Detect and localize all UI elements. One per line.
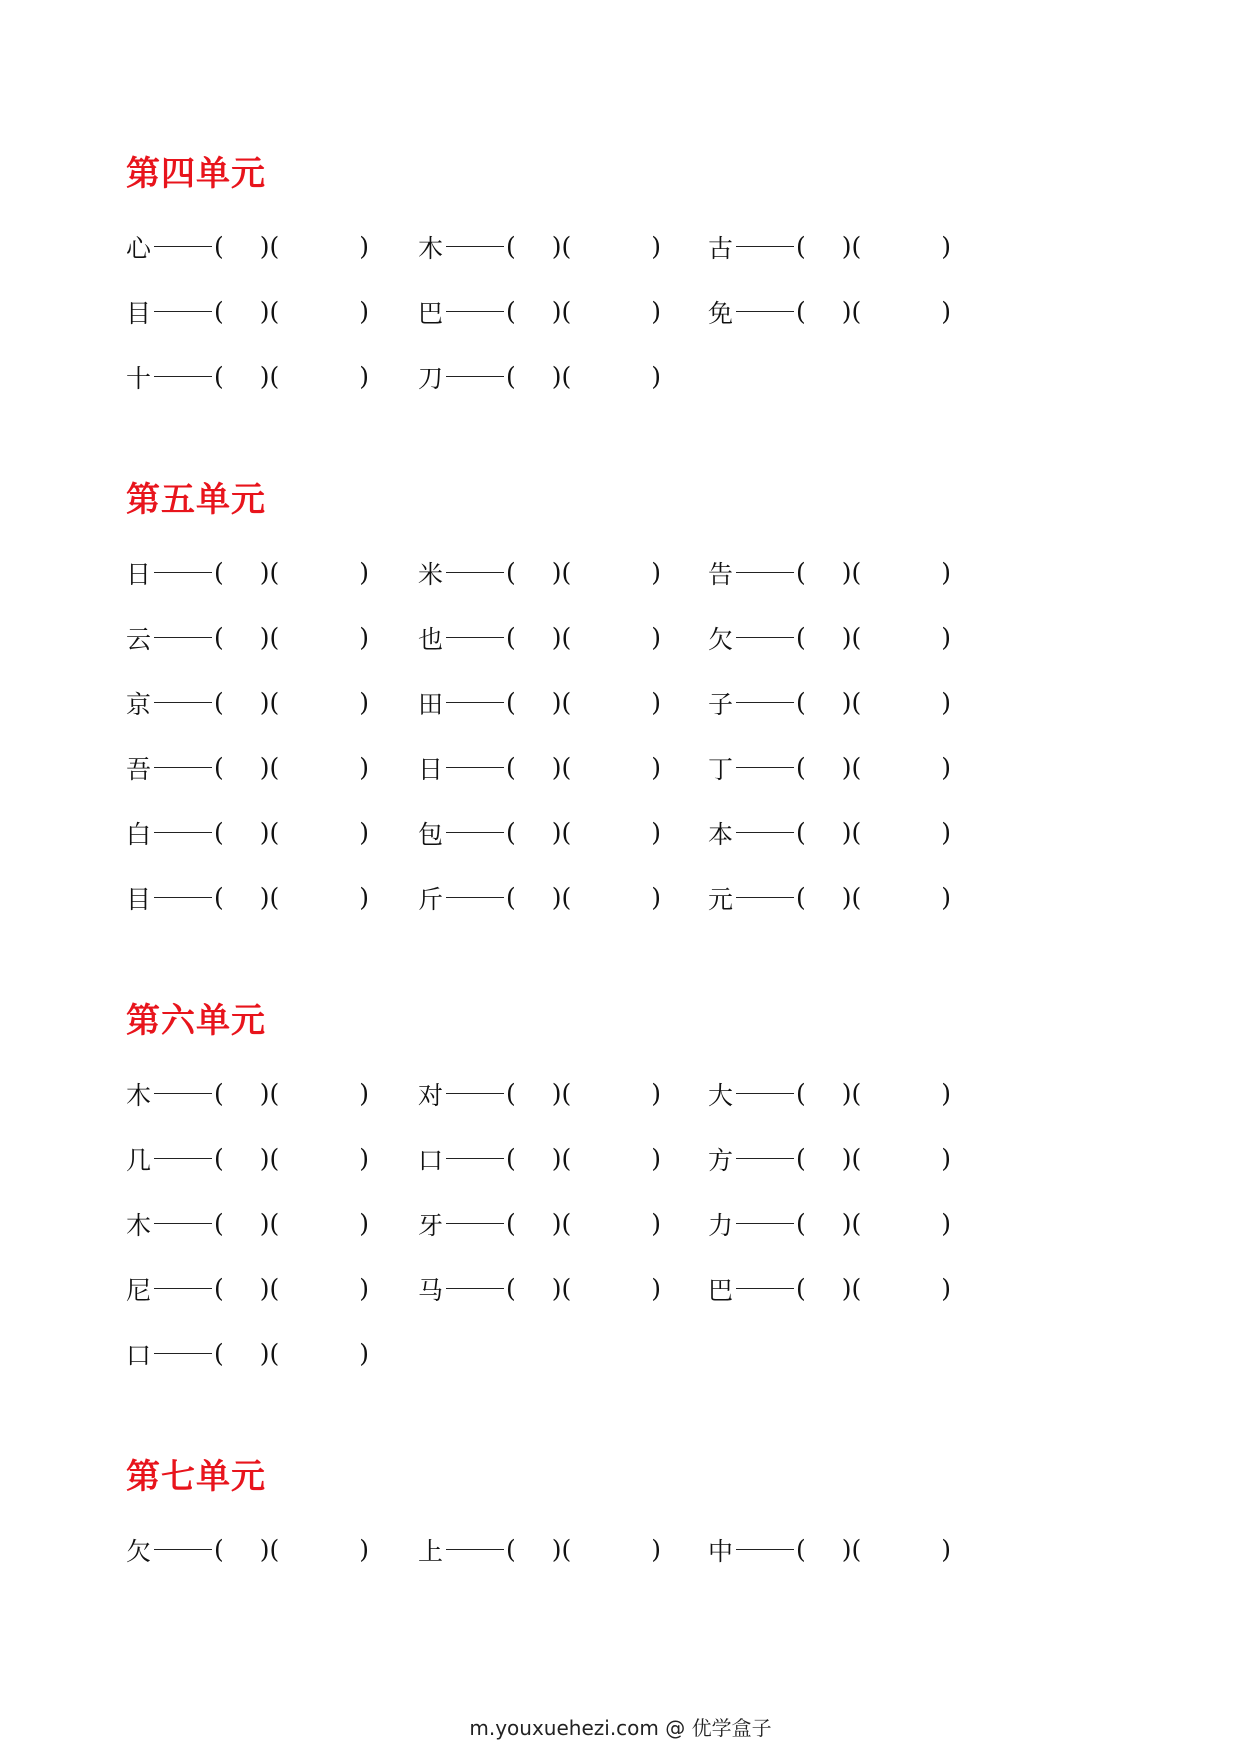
- exercise-item: [126, 800, 369, 865]
- footer-watermark: m.youxuehezi.com @ 优学盒子: [469, 1716, 772, 1740]
- blank-bracket-1[interactable]: ( ): [214, 1079, 270, 1108]
- blank-bracket-1[interactable]: ( ): [214, 883, 270, 912]
- dash-line: [154, 832, 212, 833]
- blank-bracket-2[interactable]: ( ): [269, 818, 370, 847]
- exercise-item: [418, 1191, 661, 1256]
- exercise-row: [126, 865, 1126, 930]
- radical-char: 目: [126, 884, 152, 914]
- exercise-item: [708, 800, 951, 865]
- blank-bracket-1[interactable]: ( ): [796, 1535, 852, 1564]
- exercise-item: [418, 800, 661, 865]
- blank-bracket-1[interactable]: ( ): [506, 362, 562, 391]
- exercise-row: [126, 670, 1126, 735]
- blank-bracket-2[interactable]: ( ): [269, 1209, 370, 1238]
- exercise-item: [418, 670, 661, 735]
- dash-line: [446, 702, 504, 703]
- exercise-row: [126, 540, 1126, 605]
- radical-char: 吾: [126, 754, 152, 784]
- radical-char: 日: [418, 754, 444, 784]
- dash-line: [154, 637, 212, 638]
- radical-char: 告: [708, 559, 734, 589]
- exercise-item: [708, 540, 951, 605]
- blank-bracket-2[interactable]: ( ): [561, 232, 662, 261]
- exercise-row: [126, 735, 1126, 800]
- radical-char: 大: [708, 1080, 734, 1110]
- exercise-item: [126, 1061, 369, 1126]
- dash-line: [446, 311, 504, 312]
- radical-char: 木: [418, 233, 444, 263]
- radical-char: 米: [418, 559, 444, 589]
- exercise-row: [126, 1191, 1126, 1256]
- radical-char: 口: [126, 1340, 152, 1370]
- blank-bracket-1[interactable]: ( ): [506, 1079, 562, 1108]
- blank-bracket-2[interactable]: ( ): [269, 1144, 370, 1173]
- dash-line: [446, 897, 504, 898]
- exercise-item: [418, 1256, 661, 1321]
- blank-bracket-2[interactable]: ( ): [269, 883, 370, 912]
- blank-bracket-1[interactable]: ( ): [506, 297, 562, 326]
- radical-char: 目: [126, 298, 152, 328]
- blank-bracket-2[interactable]: ( ): [561, 753, 662, 782]
- radical-char: 心: [126, 233, 152, 263]
- radical-char: 白: [126, 819, 152, 849]
- radical-char: 日: [126, 559, 152, 589]
- blank-bracket-1[interactable]: ( ): [506, 1209, 562, 1238]
- blank-bracket-1[interactable]: ( ): [214, 558, 270, 587]
- blank-bracket-2[interactable]: ( ): [851, 1079, 952, 1108]
- dash-line: [154, 1353, 212, 1354]
- dash-line: [446, 1093, 504, 1094]
- blank-bracket-2[interactable]: ( ): [269, 558, 370, 587]
- exercise-item: [708, 1517, 951, 1582]
- dash-line: [154, 1223, 212, 1224]
- radical-char: 巴: [708, 1275, 734, 1305]
- blank-bracket-1[interactable]: ( ): [796, 232, 852, 261]
- dash-line: [446, 767, 504, 768]
- blank-bracket-1[interactable]: ( ): [214, 818, 270, 847]
- blank-bracket-1[interactable]: ( ): [796, 1209, 852, 1238]
- blank-bracket-1[interactable]: ( ): [506, 1274, 562, 1303]
- blank-bracket-2[interactable]: ( ): [561, 1209, 662, 1238]
- dash-line: [446, 832, 504, 833]
- exercise-item: [708, 605, 951, 670]
- exercise-item: [418, 279, 661, 344]
- blank-bracket-1[interactable]: ( ): [214, 1144, 270, 1173]
- exercise-item: [126, 214, 369, 279]
- blank-bracket-2[interactable]: ( ): [269, 688, 370, 717]
- radical-char: 本: [708, 819, 734, 849]
- exercise-item: [708, 1256, 951, 1321]
- dash-line: [446, 1549, 504, 1550]
- radical-char: 丁: [708, 754, 734, 784]
- radical-char: 子: [708, 689, 734, 719]
- radical-char: 中: [708, 1536, 734, 1566]
- blank-bracket-1[interactable]: ( ): [796, 883, 852, 912]
- blank-bracket-2[interactable]: ( ): [561, 688, 662, 717]
- blank-bracket-2[interactable]: ( ): [269, 623, 370, 652]
- exercise-row: [126, 1517, 1126, 1582]
- unit-title: 第六单元: [126, 1001, 266, 1041]
- blank-bracket-2[interactable]: ( ): [269, 232, 370, 261]
- blank-bracket-2[interactable]: ( ): [269, 362, 370, 391]
- blank-bracket-1[interactable]: ( ): [796, 1274, 852, 1303]
- dash-line: [446, 572, 504, 573]
- dash-line: [154, 1549, 212, 1550]
- dash-line: [154, 702, 212, 703]
- blank-bracket-2[interactable]: ( ): [269, 1339, 370, 1368]
- exercise-item: [418, 865, 661, 930]
- dash-line: [154, 1288, 212, 1289]
- blank-bracket-2[interactable]: ( ): [269, 753, 370, 782]
- exercise-item: [418, 1126, 661, 1191]
- blank-bracket-1[interactable]: ( ): [214, 688, 270, 717]
- radical-char: 十: [126, 363, 152, 393]
- dash-line: [736, 1223, 794, 1224]
- blank-bracket-2[interactable]: ( ): [269, 1274, 370, 1303]
- blank-bracket-1[interactable]: ( ): [796, 558, 852, 587]
- blank-bracket-1[interactable]: ( ): [506, 883, 562, 912]
- exercise-item: [126, 865, 369, 930]
- radical-char: 几: [126, 1145, 152, 1175]
- radical-char: 木: [126, 1080, 152, 1110]
- exercise-grid: [126, 1517, 1126, 1582]
- exercise-row: [126, 1061, 1126, 1126]
- blank-bracket-2[interactable]: ( ): [561, 883, 662, 912]
- dash-line: [736, 637, 794, 638]
- exercise-item: [126, 1256, 369, 1321]
- blank-bracket-1[interactable]: ( ): [214, 1339, 270, 1368]
- blank-bracket-1[interactable]: ( ): [214, 753, 270, 782]
- blank-bracket-1[interactable]: ( ): [214, 1209, 270, 1238]
- radical-char: 元: [708, 884, 734, 914]
- exercise-grid: [126, 1061, 1126, 1386]
- exercise-item: [418, 1061, 661, 1126]
- radical-char: 古: [708, 233, 734, 263]
- radical-char: 方: [708, 1145, 734, 1175]
- dash-line: [446, 1223, 504, 1224]
- radical-char: 刀: [418, 363, 444, 393]
- dash-line: [154, 1158, 212, 1159]
- dash-line: [736, 1288, 794, 1289]
- exercise-item: [418, 214, 661, 279]
- exercise-item: [126, 1191, 369, 1256]
- radical-char: 口: [418, 1145, 444, 1175]
- exercise-row: [126, 279, 1126, 344]
- exercise-item: [708, 735, 951, 800]
- dash-line: [154, 897, 212, 898]
- exercise-item: [126, 605, 369, 670]
- blank-bracket-1[interactable]: ( ): [214, 1274, 270, 1303]
- blank-bracket-1[interactable]: ( ): [506, 232, 562, 261]
- dash-line: [446, 637, 504, 638]
- blank-bracket-2[interactable]: ( ): [269, 1535, 370, 1564]
- exercise-item: [708, 1191, 951, 1256]
- dash-line: [736, 311, 794, 312]
- dash-line: [154, 246, 212, 247]
- blank-bracket-2[interactable]: ( ): [851, 1274, 952, 1303]
- radical-char: 田: [418, 689, 444, 719]
- blank-bracket-2[interactable]: ( ): [561, 362, 662, 391]
- blank-bracket-1[interactable]: ( ): [506, 1144, 562, 1173]
- blank-bracket-1[interactable]: ( ): [796, 1079, 852, 1108]
- dash-line: [446, 1288, 504, 1289]
- radical-char: 欠: [708, 624, 734, 654]
- blank-bracket-1[interactable]: ( ): [796, 297, 852, 326]
- blank-bracket-1[interactable]: ( ): [214, 1535, 270, 1564]
- radical-char: 斤: [418, 884, 444, 914]
- radical-char: 免: [708, 298, 734, 328]
- exercise-row: [126, 344, 1126, 409]
- exercise-item: [126, 1517, 369, 1582]
- blank-bracket-1[interactable]: ( ): [214, 362, 270, 391]
- unit-6: [126, 997, 1126, 1386]
- unit-4: [126, 150, 1126, 409]
- exercise-item: [708, 865, 951, 930]
- blank-bracket-2[interactable]: ( ): [851, 818, 952, 847]
- blank-bracket-1[interactable]: ( ): [506, 1535, 562, 1564]
- exercise-item: [126, 540, 369, 605]
- exercise-item: [126, 1126, 369, 1191]
- exercise-item: [418, 1517, 661, 1582]
- radical-char: 京: [126, 689, 152, 719]
- dash-line: [154, 376, 212, 377]
- dash-line: [736, 246, 794, 247]
- blank-bracket-2[interactable]: ( ): [561, 1274, 662, 1303]
- exercise-item: [708, 214, 951, 279]
- exercise-item: [418, 344, 661, 409]
- blank-bracket-1[interactable]: ( ): [506, 623, 562, 652]
- exercise-item: [126, 1321, 369, 1386]
- blank-bracket-2[interactable]: ( ): [561, 818, 662, 847]
- dash-line: [446, 376, 504, 377]
- unit-title: 第四单元: [126, 154, 266, 194]
- dash-line: [446, 246, 504, 247]
- blank-bracket-1[interactable]: ( ): [796, 688, 852, 717]
- dash-line: [736, 572, 794, 573]
- blank-bracket-1[interactable]: ( ): [506, 818, 562, 847]
- radical-char: 也: [418, 624, 444, 654]
- exercise-item: [126, 279, 369, 344]
- exercise-item: [126, 344, 369, 409]
- exercise-item: [126, 670, 369, 735]
- blank-bracket-1[interactable]: ( ): [796, 623, 852, 652]
- exercise-item: [708, 670, 951, 735]
- radical-char: 牙: [418, 1210, 444, 1240]
- dash-line: [446, 1158, 504, 1159]
- blank-bracket-1[interactable]: ( ): [796, 818, 852, 847]
- blank-bracket-1[interactable]: ( ): [214, 297, 270, 326]
- exercise-item: [126, 735, 369, 800]
- dash-line: [736, 1093, 794, 1094]
- exercise-item: [708, 1061, 951, 1126]
- exercise-item: [418, 540, 661, 605]
- radical-char: 云: [126, 624, 152, 654]
- exercise-row: [126, 214, 1126, 279]
- dash-line: [154, 572, 212, 573]
- blank-bracket-1[interactable]: ( ): [506, 753, 562, 782]
- exercise-row: [126, 800, 1126, 865]
- blank-bracket-2[interactable]: ( ): [851, 297, 952, 326]
- unit-7: [126, 1453, 1126, 1582]
- dash-line: [736, 1158, 794, 1159]
- radical-char: 巴: [418, 298, 444, 328]
- exercise-item: [418, 735, 661, 800]
- exercise-row: [126, 1126, 1126, 1191]
- exercise-item: [708, 1126, 951, 1191]
- blank-bracket-2[interactable]: ( ): [561, 623, 662, 652]
- dash-line: [736, 897, 794, 898]
- blank-bracket-2[interactable]: ( ): [851, 558, 952, 587]
- exercise-item: [708, 279, 951, 344]
- exercise-row: [126, 1256, 1126, 1321]
- dash-line: [736, 767, 794, 768]
- blank-bracket-2[interactable]: ( ): [269, 1079, 370, 1108]
- radical-char: 上: [418, 1536, 444, 1566]
- blank-bracket-1[interactable]: ( ): [796, 1144, 852, 1173]
- blank-bracket-2[interactable]: ( ): [269, 297, 370, 326]
- blank-bracket-2[interactable]: ( ): [561, 1535, 662, 1564]
- blank-bracket-2[interactable]: ( ): [561, 1079, 662, 1108]
- blank-bracket-2[interactable]: ( ): [851, 883, 952, 912]
- blank-bracket-2[interactable]: ( ): [851, 688, 952, 717]
- exercise-item: [418, 605, 661, 670]
- blank-bracket-2[interactable]: ( ): [561, 297, 662, 326]
- blank-bracket-2[interactable]: ( ): [851, 1535, 952, 1564]
- unit-5: [126, 476, 1126, 930]
- blank-bracket-1[interactable]: ( ): [506, 558, 562, 587]
- unit-title: 第五单元: [126, 480, 266, 520]
- radical-char: 木: [126, 1210, 152, 1240]
- dash-line: [736, 1549, 794, 1550]
- blank-bracket-2[interactable]: ( ): [561, 558, 662, 587]
- blank-bracket-2[interactable]: ( ): [851, 753, 952, 782]
- radical-char: 尼: [126, 1275, 152, 1305]
- blank-bracket-2[interactable]: ( ): [561, 1144, 662, 1173]
- blank-bracket-1[interactable]: ( ): [506, 688, 562, 717]
- exercise-row: [126, 605, 1126, 670]
- dash-line: [154, 767, 212, 768]
- dash-line: [154, 311, 212, 312]
- radical-char: 对: [418, 1080, 444, 1110]
- blank-bracket-2[interactable]: ( ): [851, 623, 952, 652]
- exercise-grid: [126, 540, 1126, 930]
- radical-char: 力: [708, 1210, 734, 1240]
- blank-bracket-1[interactable]: ( ): [214, 232, 270, 261]
- blank-bracket-1[interactable]: ( ): [796, 753, 852, 782]
- dash-line: [736, 702, 794, 703]
- blank-bracket-2[interactable]: ( ): [851, 1209, 952, 1238]
- blank-bracket-2[interactable]: ( ): [851, 1144, 952, 1173]
- unit-title: 第七单元: [126, 1457, 266, 1497]
- dash-line: [154, 1093, 212, 1094]
- radical-char: 马: [418, 1275, 444, 1305]
- radical-char: 欠: [126, 1536, 152, 1566]
- exercise-grid: [126, 214, 1126, 409]
- dash-line: [736, 832, 794, 833]
- blank-bracket-1[interactable]: ( ): [214, 623, 270, 652]
- radical-char: 包: [418, 819, 444, 849]
- exercise-row: [126, 1321, 1126, 1386]
- blank-bracket-2[interactable]: ( ): [851, 232, 952, 261]
